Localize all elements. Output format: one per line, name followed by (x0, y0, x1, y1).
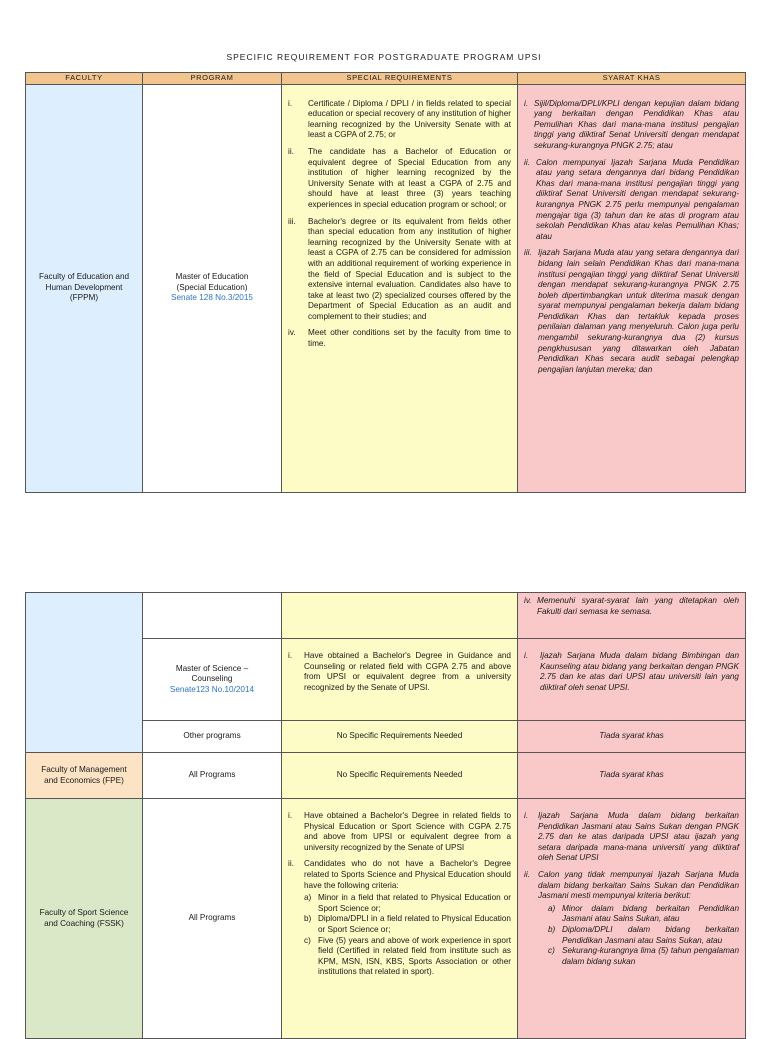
syarat-list (518, 593, 745, 621)
list-item: i. Ijazah Sarjana Muda dalam bidang Bimbingan dan Kaunseling atau bidang yang berkaitan dengan PNGK 2.75 dan ke atas dari UPSI atau universiti lain yang diiktiraf oleh senat UPSI. (524, 651, 739, 692)
program-cell (143, 799, 282, 1039)
senate-ref: Senate123 No.10/2014 (169, 684, 255, 694)
list-item: i. Certificate / Diploma / DPLI / in fields related to special education or special recovery of any institution of higher learning recognized by the University Senate with at least a CGPA of 2.75; or (288, 98, 511, 140)
program-cell (143, 721, 282, 753)
syarat-khas-cell (518, 753, 746, 799)
list-item: ii. The candidate has a Bachelor of Education or equivalent degree of Special Education from any institution of higher learning recognized by the University Senate with at least a CGPA of 2.75 and should have at least three (3) years teaching experiences in special education program or school; or (288, 146, 511, 209)
header-special-requirements: SPECIAL REQUIREMENTS (282, 73, 518, 85)
header-faculty: FACULTY (26, 73, 143, 85)
special-requirements-cell (282, 721, 518, 753)
list-item: i. Ijazah Sarjana Muda dalam bidang berkaitan Pendidikan Jasmani atau Sains Sukan dengan PNGK 2.75 dan ke atas daripada UPSI atau ijazah yang setara daripada mana-mana universiti yang diiktiraf oleh Senat UPSI (524, 811, 739, 863)
special-requirements-cell (282, 84, 518, 492)
faculty-name: Faculty of Management and Economics (FPE) (41, 764, 127, 785)
list-item: iii. Ijazah Sarjana Muda atau yang setara dengannya dari bidang lain selain Pendidikan Khas dari mana-mana institusi pengajian tinggi yang diiktiraf Senat Universiti dengan mendapat sekurang-kurangnya PNGK 2.75 boleh dipertimbangkan untuk diterima masuk dengan syarat mempunyai pengalaman bekerja dalam bidang Pendidikan Khas dan tertakluk kepada proses penilaian dalaman yang menyeluruh. Calon juga perlu mengambil sekurang-kurangnya dua (2) kursus pengkhususan yang ditawarkan oleh Jabatan Pendidikan Khas secara audit sebagai pelengkap pengajian lanjutan mereka; dan (524, 248, 739, 374)
header-syarat-khas: SYARAT KHAS (518, 73, 746, 85)
faculty-cell (26, 84, 143, 492)
no-requirements-text: No Specific Requirements Needed (336, 731, 463, 741)
sub-list-item: c) Five (5) years and above of work experience in sport field (Certified in related field from institute such as KPM, MSN, ISN, KBS, Sports Association or other institutions that related in sport). (304, 935, 511, 977)
program-name: All Programs (188, 913, 236, 923)
faculty-cell (26, 753, 143, 799)
syarat-list (518, 85, 745, 388)
senate-ref: Senate 128 No.3/2015 (171, 293, 253, 303)
list-item: i. Have obtained a Bachelor's Degree in Guidance and Counseling or related field with CGPA 2.75 and above from UPSI or equivalent degree from a university recognized by the Senate of UPSI. (288, 651, 511, 692)
list-item: i. Have obtained a Bachelor's Degree in related fields to Physical Education or Sport Science with CGPA 2.75 and above from UPSI or equivalent degree from a university recognized by the Senate of UPSI (288, 811, 511, 852)
list-item-text: Calon yang tidak mempunyai Ijazah Sarjana Muda dalam bidang berkaitan Sains Sukan dan Pendidikan Jasmani mesti mempunyai kriteria berikut: (538, 869, 739, 901)
sub-list (548, 904, 739, 968)
faculty-name: Faculty of Sport Science and Coaching (FSSK) (39, 907, 129, 928)
faculty-name: Faculty of Education and Human Development (FPPM) (38, 272, 130, 303)
tiada-syarat-text: Tiada syarat khas (599, 770, 664, 780)
program-cell (143, 639, 282, 721)
faculty-cell-continued (26, 593, 143, 753)
syarat-khas-cell (518, 639, 746, 721)
sub-list-item: b) Diploma/DPLI dalam bidang berkaitan Pendidikan Jasmani atau Sains Sukan, atau (548, 924, 739, 945)
requirements-list (282, 799, 517, 982)
list-item: ii. Calon yang tidak mempunyai Ijazah Sarjana Muda dalam bidang berkaitan Sains Sukan dan Pendidikan Jasmani mesti mempunyai kriteria berikut: a) Minor dalam bidang berkaitan Pendidikan Jasmani atau Sains Sukan, atau b) Diploma/DPLI dalam bidang berkaitan Pendidikan Jasmani atau Sains Sukan, atau c) Sekurang-kurangnya lima (5) tahun pengalaman dalam bidang sukan (524, 869, 739, 966)
sub-list-item: c) Sekurang-kurangnya lima (5) tahun pengalaman dalam bidang sukan (548, 946, 739, 966)
list-item: iv. Memenuhi syarat-syarat lain yang ditetapkan oleh Fakulti dari semasa ke semasa. (524, 596, 739, 616)
sub-list-item: b) Diploma/DPLI in a field related to Physical Education or Sport Science or; (304, 914, 511, 934)
syarat-list (518, 639, 745, 697)
sub-list (304, 893, 511, 978)
list-item: iii. Bachelor's degree or its equivalent from fields other than special education from any institution of higher learning recognized by the University Senate with at least a CGPA of 2.75 can be considered for admission with an additional requirement of working experience in the field of Special Education and is subject to the extensive internal evaluation. Candidates also have to take at least two (2) specialized courses offered by the Department of Special Education as an audit and complement to their studies; and (288, 216, 511, 321)
program-name: Other programs (183, 731, 241, 741)
header-program: PROGRAM (143, 73, 282, 85)
list-item: iv. Meet other conditions set by the faculty from time to time. (288, 328, 511, 349)
syarat-khas-cell (518, 799, 746, 1039)
no-requirements-text: No Specific Requirements Needed (336, 770, 463, 780)
requirements-list (282, 639, 517, 697)
tiada-syarat-text: Tiada syarat khas (599, 731, 664, 741)
special-requirements-cell (282, 799, 518, 1039)
syarat-khas-cell (518, 721, 746, 753)
page-title: SPECIFIC REQUIREMENT FOR POSTGRADUATE PROGRAM UPSI (226, 52, 542, 62)
program-name: All Programs (188, 770, 236, 780)
list-item: i. Sijil/Diploma/DPLI/KPLI dengan kepujian dalam bidang yang berkaitan dengan Pendidikan Khas atau Pemulihan Khas dari mana-mana institusi pengajian tinggi yang diiktiraf Senat Universiti dengan mendapat sekurang-kurangnya PNGK 2.75; atau (524, 98, 739, 150)
requirements-list (282, 85, 517, 362)
sub-list-item: a) Minor dalam bidang berkaitan Pendidikan Jasmani atau Sains Sukan, atau (548, 903, 739, 924)
program-cell (143, 84, 282, 492)
special-requirements-cell (282, 639, 518, 721)
requirements-table-1 (25, 72, 746, 493)
program-name: Master of Science – Counseling (175, 663, 249, 684)
program-name: Master of Education (Special Education) (175, 272, 249, 292)
special-requirements-cell (282, 753, 518, 799)
program-cell-empty (143, 593, 282, 639)
syarat-khas-cell (518, 593, 746, 639)
special-requirements-cell-empty (282, 593, 518, 639)
list-item: ii. Calon mempunyai Ijazah Sarjana Muda Pendidikan atau yang setara dengannya dari bidang Pendidikan Khas dari mana-mana institusi pengajian tinggi yang diiktiraf Senat Universiti dengan mendapat sekurang-kurangnya PNGK 2.75 perlu mempunyai pengalaman mengajar tiga (3) tahun dan ke atas di program atau sekolah Pendidikan Khas atau kelas Pemulihan Khas; atau (524, 157, 739, 241)
syarat-list (518, 799, 745, 971)
requirements-table-2 (25, 592, 746, 1039)
syarat-khas-cell (518, 84, 746, 492)
list-item-text: Candidates who do not have a Bachelor's Degree related to Sports Science and Physical Education should have the following criteria: (304, 859, 511, 890)
program-cell (143, 753, 282, 799)
sub-list-item: a) Minor in a field that related to Physical Education or Sport Science or; (304, 893, 511, 913)
faculty-cell (26, 799, 143, 1039)
list-item: ii. Candidates who do not have a Bachelor's Degree related to Sports Science and Physical Education should have the following criteria: a) Minor in a field that related to Physical Education or Sport Science or; b) Diploma/DPLI in a field related to Physical Education or Sport Science or; c) Five (5) years and above of work experience in sport field (Certified in related field from institute such as KPM, MSN, ISN, KBS, Sports Association or other institutions that related in sport). (288, 859, 511, 977)
